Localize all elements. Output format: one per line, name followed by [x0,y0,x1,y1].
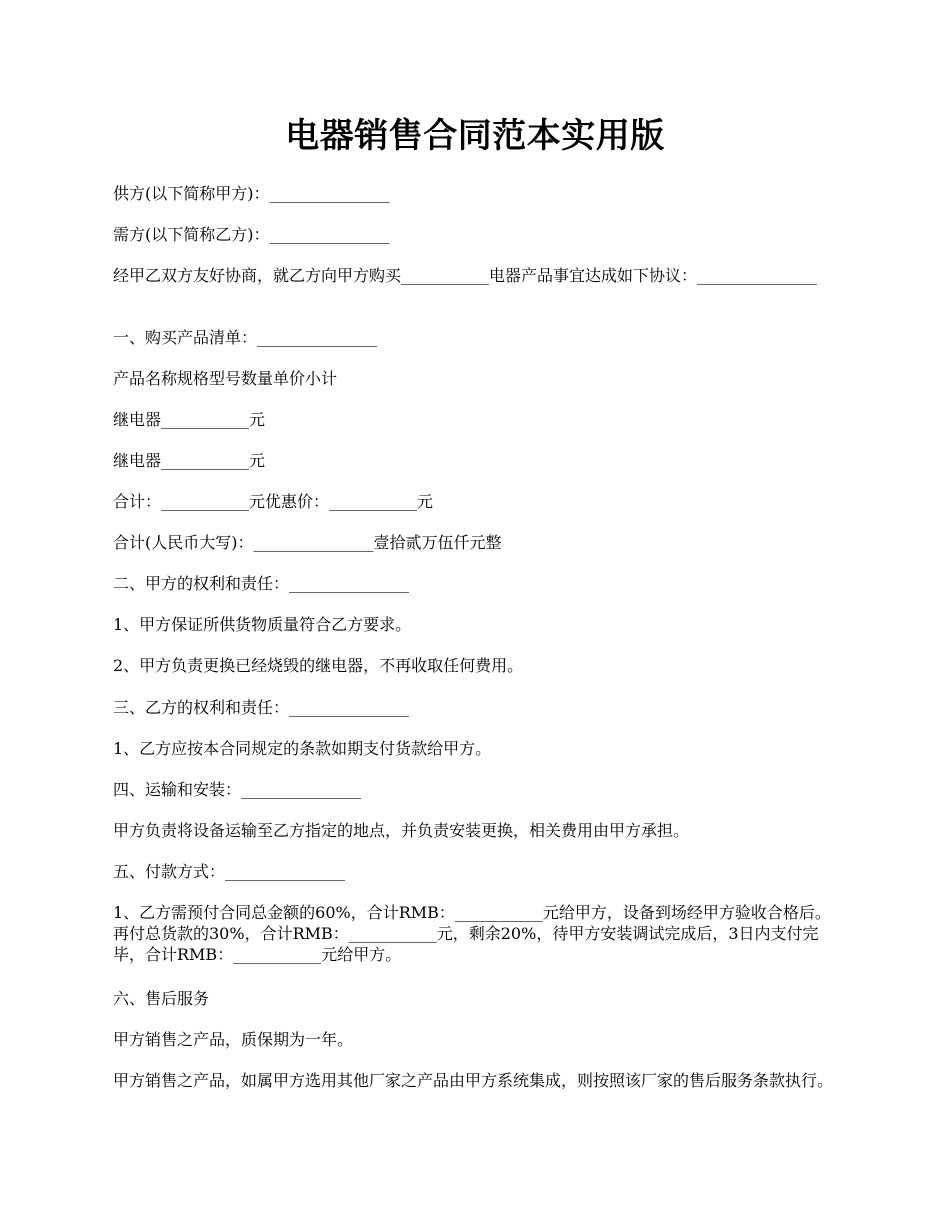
buyer-line: 需方(以下简称乙方)：_______________ [113,225,390,244]
section-5-heading: 五、付款方式：_______________ [113,862,346,881]
section-1-heading: 一、购买产品清单：_______________ [113,328,378,347]
total-line: 合计：___________元优惠价：___________元 [113,492,434,511]
section-2-heading: 二、甲方的权利和责任：_______________ [113,574,410,593]
product-line-2: 继电器___________元 [113,451,266,470]
product-line-1: 继电器___________元 [113,410,266,429]
section-4-heading: 四、运输和安装：_______________ [113,780,362,799]
after-sales-line: 甲方销售之产品，如属甲方选用其他厂家之产品由甲方系统集成，则按照该厂家的售后服务条款执行。 [113,1071,834,1090]
section-2-item-2: 2、甲方负责更换已经烧毁的继电器，不再收取任何费用。 [113,656,524,675]
section-2-item-1: 1、甲方保证所供货物质量符合乙方要求。 [113,615,412,634]
total-rmb-line: 合计(人民币大写)：_______________壹拾贰万伍仟元整 [113,533,502,552]
supplier-line: 供方(以下简称甲方)：_______________ [113,184,390,203]
agreement-intro: 经甲乙双方友好协商，就乙方向甲方购买___________电器产品事宜达成如下协议：_______________ [113,266,818,285]
product-table-header: 产品名称规格型号数量单价小计 [113,369,338,388]
warranty-line: 甲方销售之产品，质保期为一年。 [113,1030,354,1049]
section-5-item-1: 1、乙方需预付合同总金额的60%，合计RMB：___________元给甲方，设备到场经甲方验收合格后。再付总货款的30%，合计RMB：___________元，剩余20%，待甲方安装调试完成后，3日内支付完毕，合计RMB：___________元给甲方。 [113,903,831,964]
section-3-item-1: 1、乙方应按本合同规定的条款如期支付货款给甲方。 [113,739,492,758]
document-title: 电器销售合同范本实用版 [285,116,665,156]
section-3-heading: 三、乙方的权利和责任：_______________ [113,698,410,717]
section-6-heading: 六、售后服务 [113,989,210,1008]
section-4-text: 甲方负责将设备运输至乙方指定的地点，并负责安装更换，相关费用由甲方承担。 [113,821,690,840]
